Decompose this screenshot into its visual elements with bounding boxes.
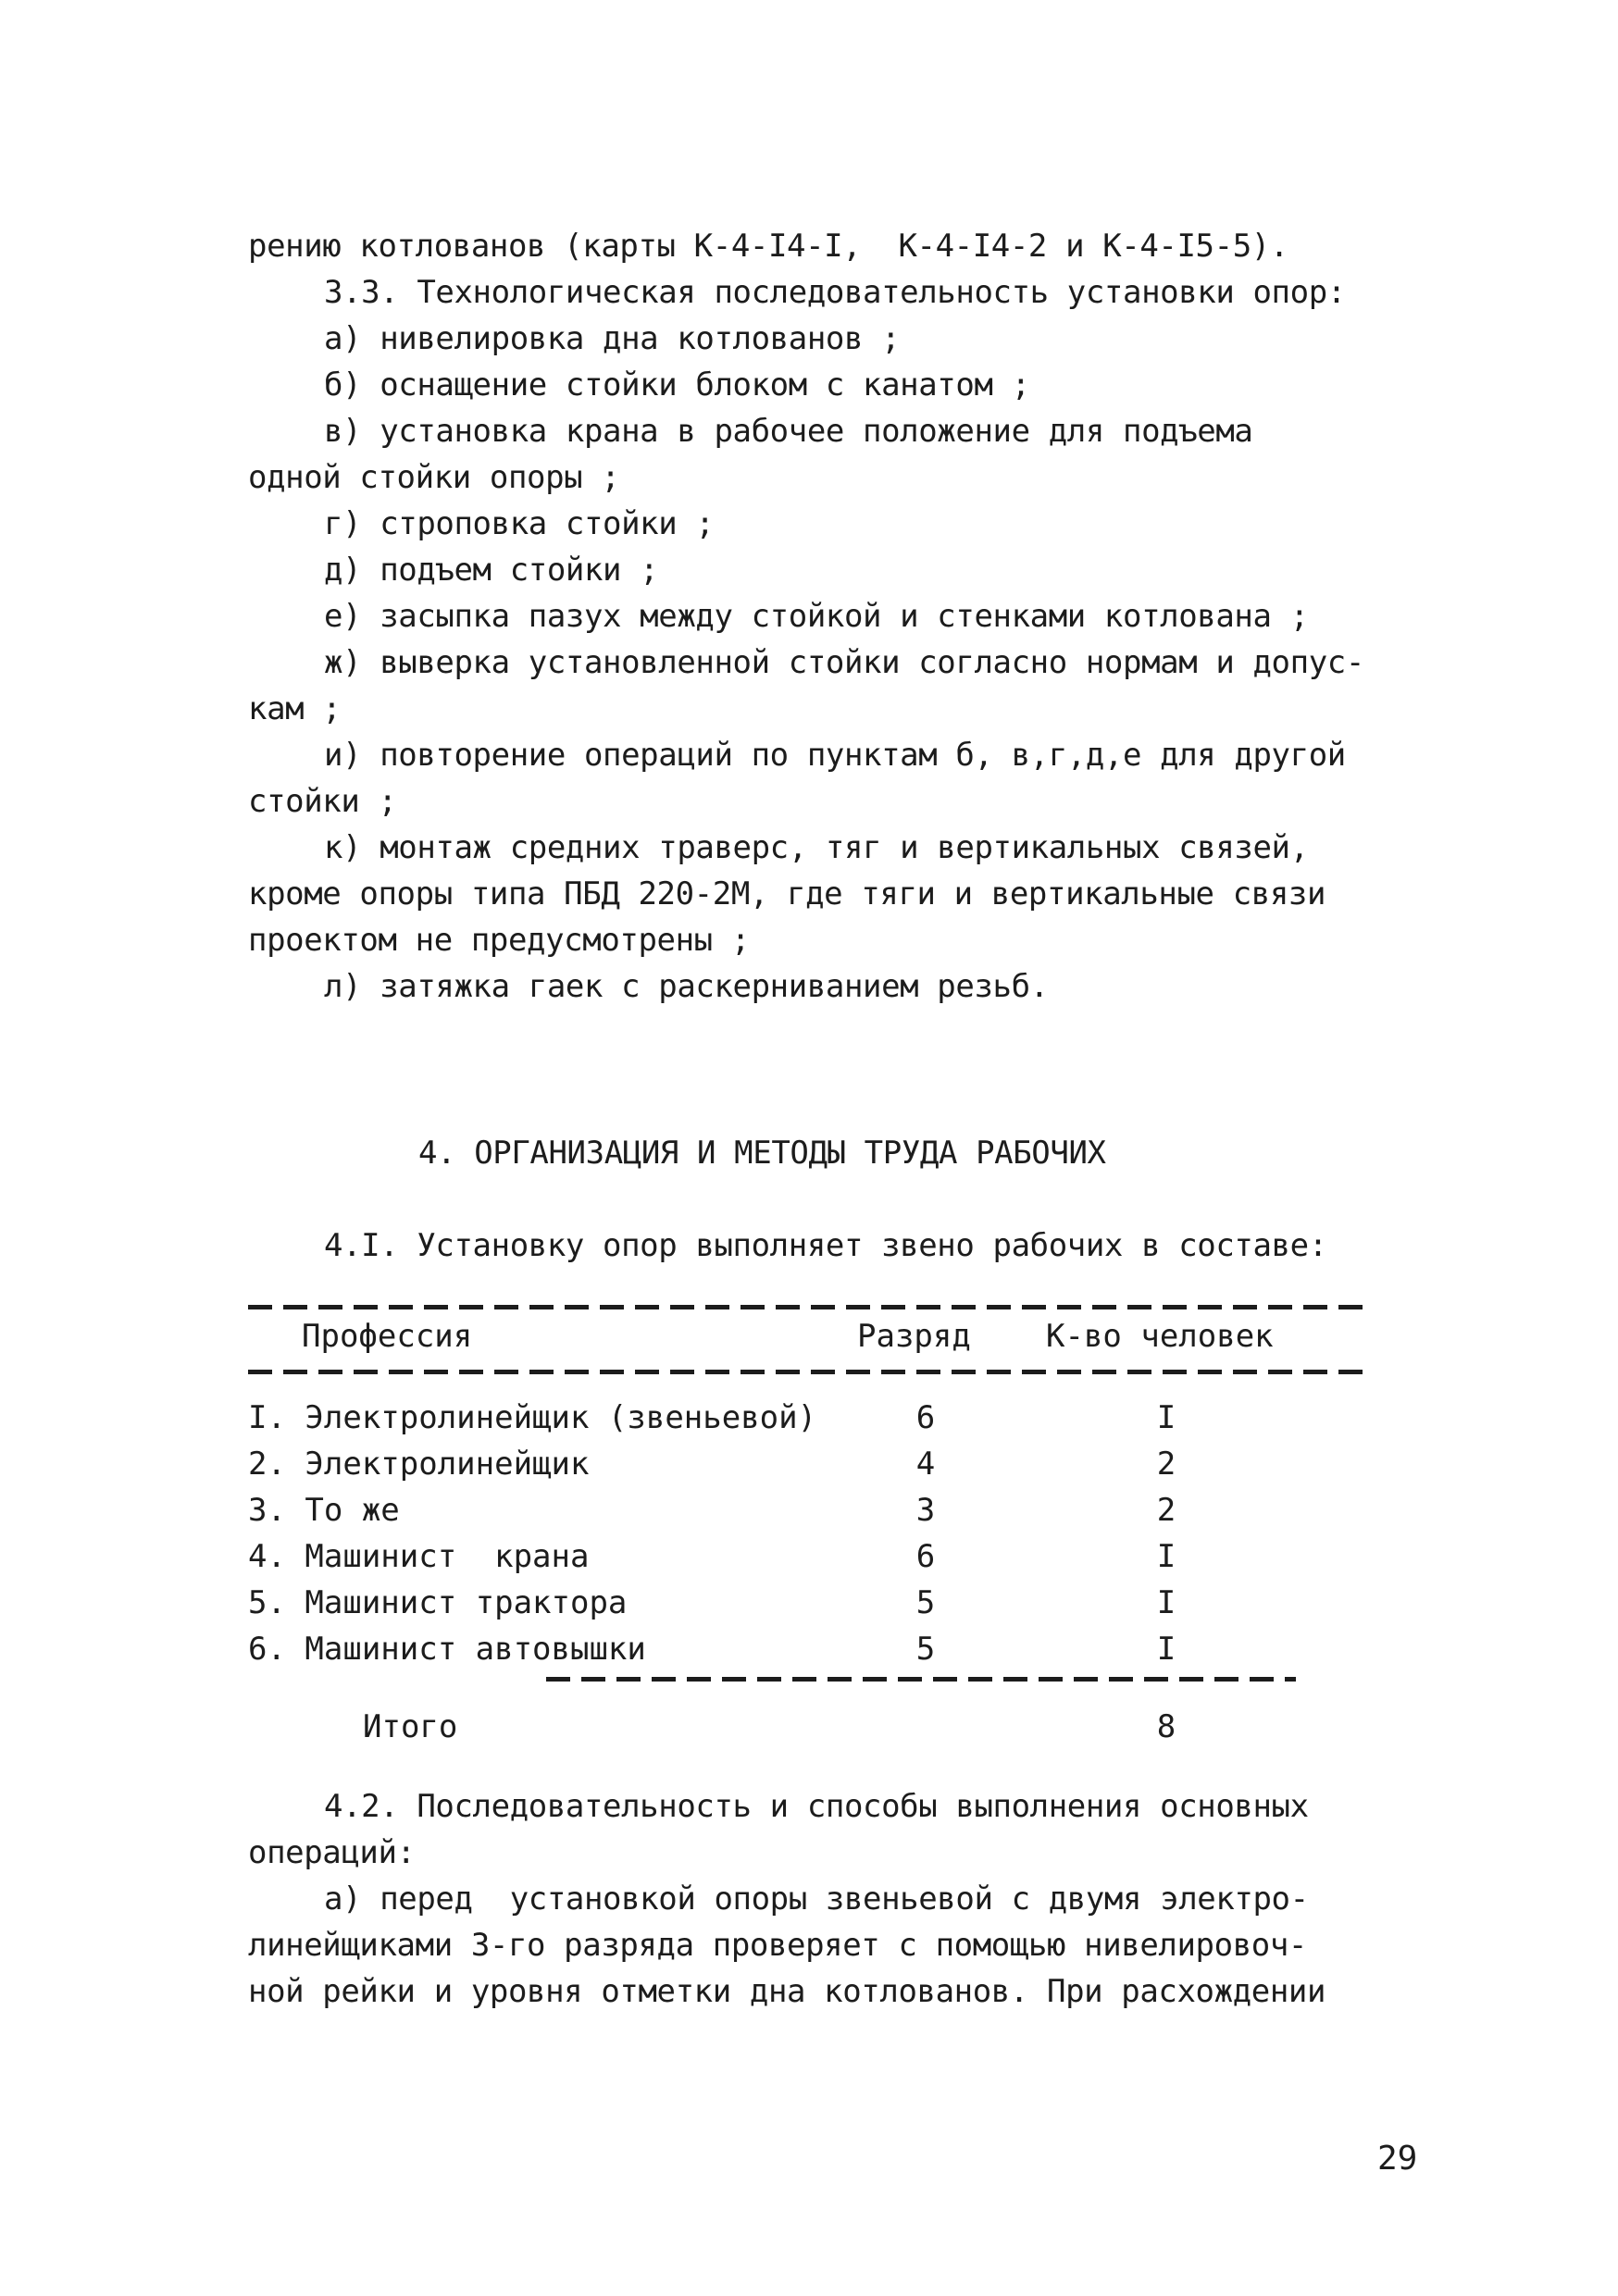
list-item: ж) выверка установленной стойки согласно нормам и допус- [324, 644, 1364, 681]
count-cell: I [1156, 1399, 1176, 1436]
list-item: а) перед установкой опоры звеньевой с двумя электро- [324, 1880, 1309, 1917]
list-item-continuation: проектом не предусмотрены ; [248, 922, 750, 959]
list-item: е) засыпка пазух между стойкой и стенками котлована ; [324, 598, 1309, 635]
text-line: рению котлованов (карты К-4-I4-I, К-4-I4-2 и К-4-I5-5). [248, 228, 1288, 265]
grade-cell: 4 [915, 1446, 936, 1483]
list-item: а) нивелировка дна котлованов ; [324, 320, 901, 357]
text-line: линейщиками 3-го разряда проверяет с помощью нивелировоч- [248, 1927, 1307, 1964]
page-number: 29 [1377, 2140, 1418, 2178]
count-cell: 2 [1156, 1446, 1176, 1483]
profession-cell: 6. Машинист автовышки [248, 1631, 646, 1668]
count-cell: I [1156, 1584, 1176, 1621]
list-item: к) монтаж средних траверс, тяг и вертикальных связей, [324, 829, 1309, 866]
text-line: ной рейки и уровня отметки дна котлованов. При расхождении [248, 1973, 1326, 2010]
list-item: и) повторение операций по пунктам б, в,г,д,е для другой [324, 737, 1346, 774]
list-item: б) оснащение стойки блоком с канатом ; [324, 366, 1030, 403]
column-header-grade: Разряд [857, 1318, 971, 1355]
paragraph-heading: 3.3. Технологическая последовательность установки опор: [324, 274, 1346, 311]
table-rule-total [546, 1677, 1296, 1682]
grade-cell: 6 [915, 1399, 936, 1436]
grade-cell: 5 [915, 1584, 936, 1621]
table-rule-top [248, 1305, 1370, 1309]
total-value: 8 [1156, 1708, 1176, 1745]
list-item-continuation: одной стойки опоры ; [248, 459, 620, 496]
count-cell: 2 [1156, 1492, 1176, 1529]
total-label: Итого [363, 1708, 458, 1745]
list-item-continuation: кам ; [248, 690, 342, 727]
grade-cell: 5 [915, 1631, 936, 1668]
section-heading: 4. ОРГАНИЗАЦИЯ И МЕТОДЫ ТРУДА РАБОЧИХ [418, 1135, 1106, 1172]
profession-cell: 2. Электролинейщик [248, 1446, 590, 1483]
column-header-profession: Профессия [302, 1318, 473, 1355]
profession-cell: 3. То же [248, 1492, 400, 1529]
profession-cell: 4. Машинист крана [248, 1538, 590, 1575]
list-item: д) подъем стойки ; [324, 552, 659, 589]
text-line: операций: [248, 1834, 416, 1871]
paragraph-heading: 4.2. Последовательность и способы выполнения основных [324, 1788, 1309, 1825]
table-rule-header [248, 1370, 1370, 1374]
paragraph-intro: 4.I. Установку опор выполняет звено рабочих в составе: [324, 1227, 1327, 1264]
list-item-continuation: кроме опоры типа ПБД 220-2М, где тяги и вертикальные связи [248, 875, 1326, 912]
list-item-continuation: стойки ; [248, 783, 397, 820]
list-item: л) затяжка гаек с раскерниванием резьб. [324, 968, 1049, 1005]
count-cell: I [1156, 1538, 1176, 1575]
grade-cell: 6 [915, 1538, 936, 1575]
count-cell: I [1156, 1631, 1176, 1668]
list-item: г) строповка стойки ; [324, 505, 715, 542]
grade-cell: 3 [915, 1492, 936, 1529]
profession-cell: 5. Машинист трактора [248, 1584, 628, 1621]
list-item: в) установка крана в рабочее положение для подъема [324, 413, 1253, 450]
column-header-count: К-во человек [1046, 1318, 1274, 1355]
profession-cell: I. Электролинейщик (звеньевой) [248, 1399, 817, 1436]
